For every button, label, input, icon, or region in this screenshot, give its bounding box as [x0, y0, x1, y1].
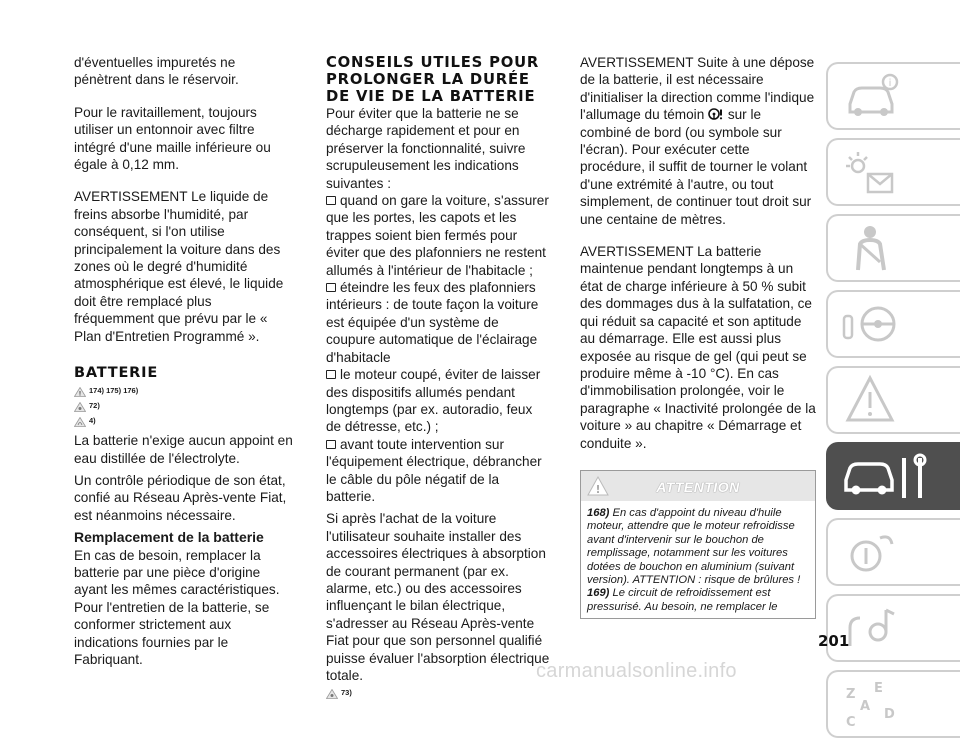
caution-triangle-icon [326, 689, 338, 699]
svg-text:A: A [860, 699, 871, 714]
environment-triangle-icon [74, 417, 86, 427]
tab-car-service[interactable] [826, 442, 960, 510]
warning-triangle-icon [74, 387, 86, 397]
bullet-item: quand on gare la voiture, s'assurer que les portes, les capots et les trappes soient bien fermés pour éviter que des plafonniers ne restent allumés à l'intérieur de l'habitacle ; [326, 193, 549, 278]
attention-header [581, 471, 815, 501]
tab-multimedia[interactable] [826, 594, 960, 662]
warning-lights-icon [840, 146, 900, 200]
note-number: 168) [587, 506, 610, 519]
svg-text:!: ! [595, 482, 601, 496]
emergency-icon [840, 526, 900, 580]
paragraph: La batterie n'exige aucun appoint en eau distillée de l'électrolyte. [74, 433, 293, 466]
section-title-conseils: CONSEILS UTILES POUR PROLONGER LA DURÉE DE VIE DE LA BATTERIE [326, 54, 540, 105]
attention-title: ATTENTION [656, 478, 740, 495]
watermark: carmanualsonline.info [536, 660, 737, 682]
reference-numbers: 73) [341, 688, 352, 698]
svg-text:E: E [874, 681, 883, 696]
seat-safety-icon [840, 222, 900, 276]
tab-seat-safety[interactable] [826, 214, 960, 282]
subheading-remplacement: Remplacement de la batterie [74, 529, 264, 546]
tab-car-info[interactable] [826, 62, 960, 130]
note-text: Le circuit de refroidissement est pressurisé. Au besoin, ne remplacer le [587, 587, 778, 613]
bullet-item: le moteur coupé, éviter de laisser des dispositifs allumés pendant longtemps (par ex. autoradio, feux de détresse, etc.) ; [326, 366, 550, 436]
steering-warning-icon [708, 108, 724, 120]
road-warning-icon [840, 374, 900, 428]
reference-line [74, 397, 294, 412]
page-number: 201 [818, 632, 850, 650]
tab-road-warning[interactable] [826, 366, 960, 434]
reference-line [74, 412, 294, 427]
reference-numbers: 4) [89, 416, 96, 426]
paragraph: Si après l'achat de la voiture l'utilisateur souhaite installer des accessoires électriques à absorption de courant permanent (par ex. alarme, etc.) ou des accessoires influençant le bilan électrique, s'adresser au Réseau Après-vente Fiat pour que son personnel qualifié puisse évaluer l'absorption électrique totale. [326, 511, 550, 683]
paragraph: AVERTISSEMENT La batterie maintenue pendant longtemps à un état de charge inférieure à 50 % subit des dommages dus à la sulfatation, ce qui réduit sa capacité et son aptitude au démarrage. Elle est aussi plus exposée au risque de gel (qui peut se produire même à -10 °C). En cas d'immobilisation prolongée, voir le paragraphe « Inactivité prolongée de la voiture » au chapitre « Démarrage et conduite ». [580, 244, 816, 451]
svg-text:C: C [846, 715, 856, 730]
reference-numbers: 72) [89, 401, 100, 411]
reference-line [326, 684, 550, 699]
steering-key-icon [840, 298, 900, 352]
reference-line [74, 382, 294, 397]
paragraph-text: AVERTISSEMENT Suite à une dépose de la batterie, il est nécessaire d'initialiser la direction comme l'indique l'allumage du témoin [580, 55, 815, 123]
attention-box [580, 470, 816, 619]
attention-body [581, 501, 815, 618]
svg-text:D: D [884, 707, 895, 722]
paragraph: d'éventuelles impuretés ne pénètrent dans le réservoir. [74, 55, 239, 88]
tab-emergency[interactable] [826, 518, 960, 586]
tab-index[interactable] [826, 670, 960, 738]
paragraph: En cas de besoin, remplacer la batterie par une pièce d'origine ayant les mêmes caractéristiques. Pour l'entretien de la batterie, se conformer strictement aux indications fournies par le Fabriquant. [74, 547, 280, 667]
paragraph-text: sur le combiné de bord (ou symbole sur l'écran). Pour exécuter cette procédure, il suffit de tourner le volant d'une extrémité à l'autre, ou tout simplement, de continuer tout droit sur une centaine de mètres. [580, 107, 812, 227]
paragraph: Pour éviter que la batterie ne se décharge rapidement et pour en préserver la fonctionnalité, suivre scrupuleusement les indications suivantes : [326, 106, 526, 191]
paragraph: AVERTISSEMENT Le liquide de freins absorbe l'humidité, par conséquent, si l'on utilise principalement la voiture dans des zones où le degré d'humidité atmosphérique est élevé, le liquide doit être remplacé plus fréquemment que prévu par le « Plan d'Entretien Programmé ». [74, 189, 284, 344]
svg-text:i: i [888, 78, 892, 89]
car-info-icon [840, 70, 900, 124]
paragraph [580, 54, 816, 228]
caution-triangle-icon [74, 402, 86, 412]
tab-steering-key[interactable] [826, 290, 960, 358]
svg-text:!: ! [78, 390, 82, 398]
svg-text:Z: Z [846, 687, 856, 702]
car-service-icon [840, 450, 940, 504]
section-title-batterie: BATTERIE [74, 365, 159, 382]
column-left [74, 54, 294, 668]
bullet-item: avant toute intervention sur l'équipement électrique, débrancher le câble du pôle négatif de la batterie. [326, 436, 550, 506]
column-middle [326, 54, 550, 699]
column-right [580, 54, 816, 619]
paragraph: Un contrôle périodique de son état, confié au Réseau Après-vente Fiat, est néanmoins nécessaire. [74, 472, 287, 523]
paragraph: Pour le ravitaillement, toujours utiliser un entonnoir avec filtre intégré d'une maille inférieure ou égale à 0,12 mm. [74, 104, 271, 173]
reference-numbers: 174) 175) 176) [89, 386, 139, 396]
index-icon [840, 678, 900, 732]
tab-warning-lights[interactable] [826, 138, 960, 206]
note-text: En cas d'appoint du niveau d'huile moteur, attendre que le moteur refroidisse avant d'intervenir sur le bouchon de remplissage, notamment sur les voitures dotées de bouchon en aluminium (suivant version). ATTENTION : risque de brûlures ! [587, 506, 801, 586]
bullet-item: éteindre les feux des plafonniers intérieurs : de toute façon la voiture est équipée d'un système de coupure automatique de l'éclairage d'habitacle [326, 279, 550, 366]
note-number: 169) [587, 587, 610, 600]
